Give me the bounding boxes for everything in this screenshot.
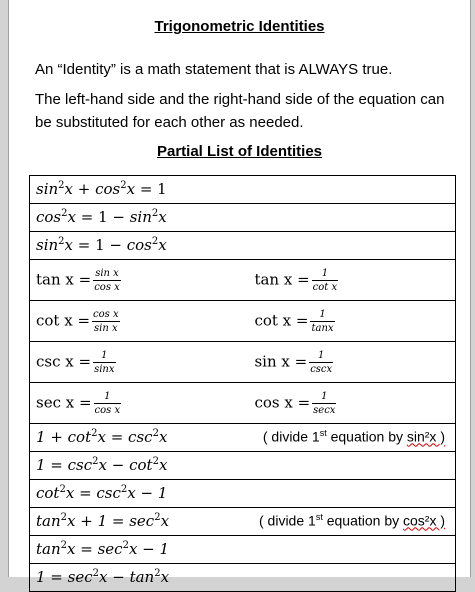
- identity-one-sec-tan: $1 = \sec^2x - \tan^2x$: [36, 568, 170, 586]
- intro-text: An “Identity” is a math statement that is ALWAYS true.: [35, 61, 393, 78]
- identity-one-csc-cot: $1 = \csc^2x - \cot^2x$: [36, 456, 168, 474]
- table-row: [30, 260, 456, 301]
- table-row: [30, 176, 456, 204]
- table-row: [30, 342, 456, 383]
- identity-cos-squared: $\cos^2x = 1 - \sin^2x$: [36, 208, 167, 226]
- identity-sin-reciprocal: sin x = $\frac{1}{\csc x}$: [254, 349, 333, 375]
- identity-sin-squared: $\sin^2x = 1 - \cos^2x$: [36, 236, 167, 254]
- description-text: The left-hand side and the right-hand side of the equation can be substituted for each other as needed.: [35, 91, 445, 131]
- table-row: [30, 424, 456, 452]
- identity-pythagorean: $\sin^2x + \cos^2x = 1$: [36, 180, 167, 198]
- identity-cot-pythagorean: $1 + \cot^2x = \csc^2x$: [36, 428, 168, 446]
- identity-tan-quotient: tan x = $\frac{\text{sin x}}{\text{cos x}}$: [36, 267, 120, 293]
- identities-table: [29, 175, 456, 592]
- page-title: Trigonometric Identities: [154, 18, 325, 35]
- identity-cot-quotient: cot x = $\frac{\text{cos x}}{\text{sin x}}$: [36, 308, 119, 334]
- table-row: [30, 508, 456, 536]
- list-title: Partial List of Identities: [156, 143, 323, 160]
- table-row: [30, 383, 456, 424]
- identity-cot-squared: $\cot^2x = \csc^2x - 1$: [36, 484, 168, 502]
- table-row: [30, 480, 456, 508]
- document-page: [8, 0, 471, 586]
- identity-cos-reciprocal: cos x = $\frac{1}{\sec x}$: [254, 390, 336, 416]
- table-row: [30, 301, 456, 342]
- table-row: [30, 204, 456, 232]
- identity-sec-reciprocal: sec x = $\frac{1}{\text{cos x}}$: [36, 390, 121, 416]
- note-divide-cos: ( divide 1st equation by cos²x ): [259, 512, 445, 529]
- table-row: [30, 452, 456, 480]
- identity-tan-reciprocal: tan x = $\frac{1}{\text{cot x}}$: [254, 267, 338, 293]
- table-row: [30, 232, 456, 260]
- identity-tan-squared: $\tan^2x = \sec^2x - 1$: [36, 540, 170, 558]
- identity-tan-pythagorean: $\tan^2x + 1 = \sec^2x$: [36, 512, 170, 530]
- table-row: [30, 536, 456, 564]
- identity-csc-reciprocal: csc x = $\frac{1}{\sin x}$: [36, 349, 115, 375]
- table-row: [30, 564, 456, 592]
- identity-cot-reciprocal: cot x = $\frac{1}{\tan x}$: [254, 308, 334, 334]
- note-divide-sin: ( divide 1st equation by sin²x ): [262, 428, 445, 445]
